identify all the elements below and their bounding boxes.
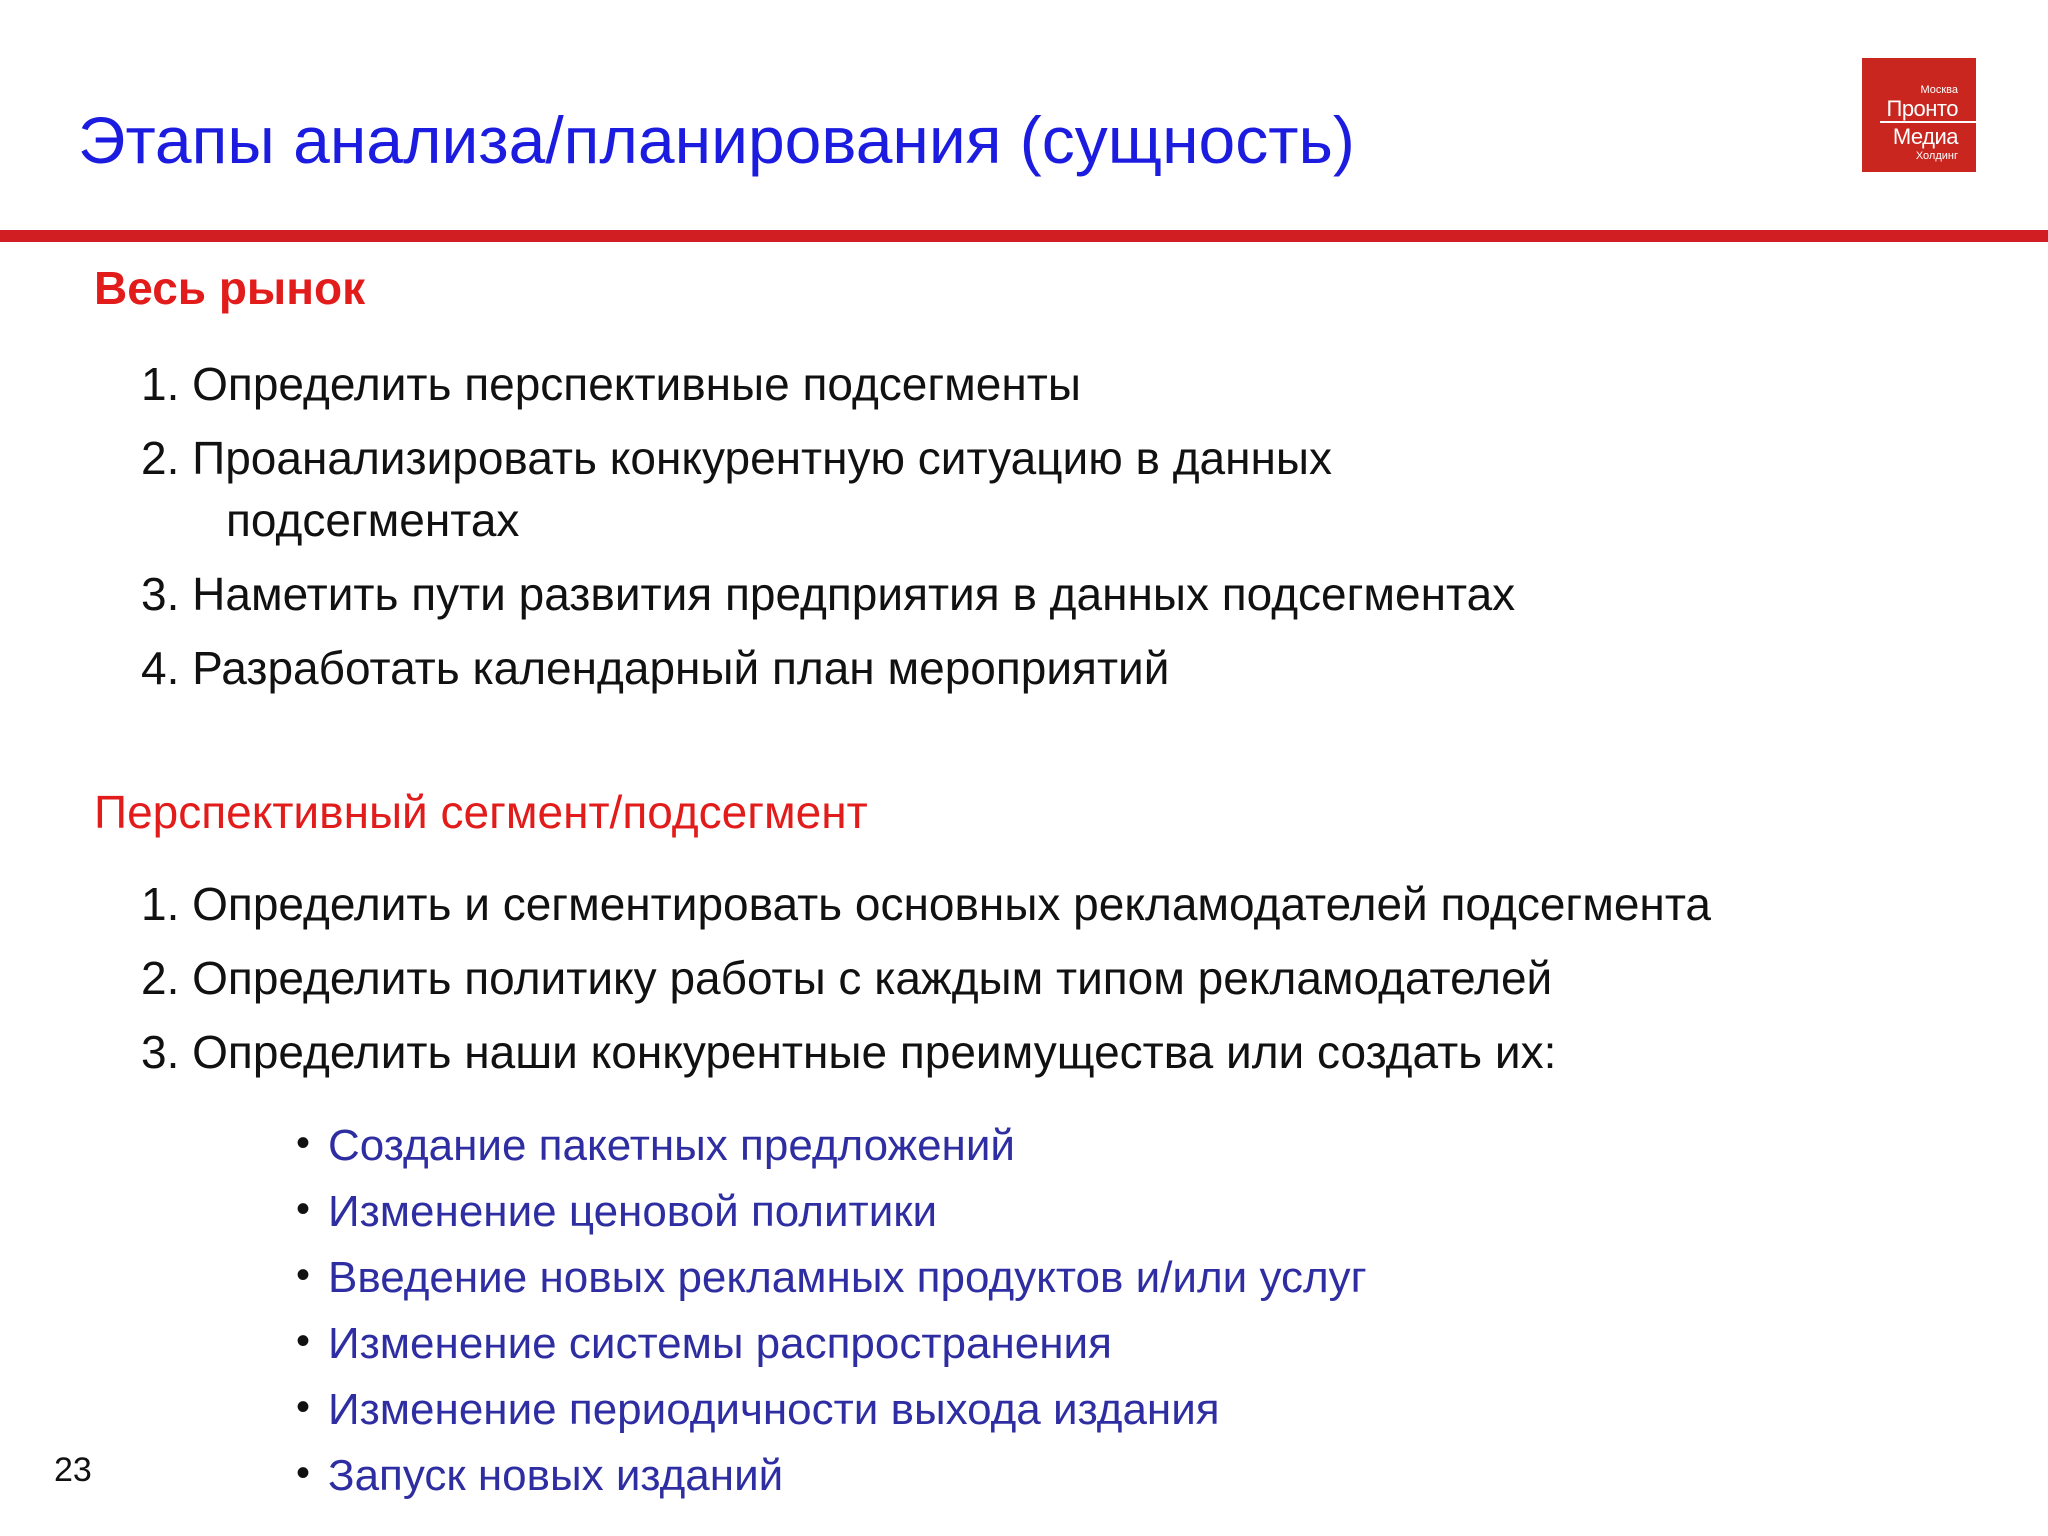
bullet-text: Изменение периодичности выхода издания: [328, 1385, 1220, 1434]
logo-word-2: Медиа: [1892, 124, 1958, 149]
bullet-dot-icon: •: [296, 1253, 311, 1297]
bullet-text: Создание пакетных предложений: [328, 1121, 1016, 1170]
list-item: 3. Определить наши конкурентные преимущества или создать их:: [141, 1026, 1557, 1078]
logo-divider: [1880, 121, 1976, 123]
bullet-text: Запуск новых изданий: [328, 1451, 784, 1500]
list-item: 3. Наметить пути развития предприятия в данных подсегментах: [141, 568, 1516, 620]
slide-title: Этапы анализа/планирования (сущность): [78, 103, 1355, 177]
bullet-dot-icon: •: [296, 1385, 311, 1429]
list-item-continuation: подсегментах: [226, 494, 520, 546]
page-number: 23: [54, 1451, 92, 1489]
bullet-dot-icon: •: [296, 1319, 311, 1363]
logo-city: Москва: [1920, 84, 1958, 96]
section-heading-perspective-segment: Перспективный сегмент/подсегмент: [94, 786, 868, 838]
list-item: 1. Определить перспективные подсегменты: [141, 358, 1081, 410]
list-item: 2. Проанализировать конкурентную ситуацию в данных: [141, 432, 1332, 484]
bullet-dot-icon: •: [296, 1121, 311, 1165]
list-item: 4. Разработать календарный план мероприятий: [141, 642, 1170, 694]
header-divider: [0, 230, 2048, 242]
bullet-text: Изменение системы распространения: [328, 1319, 1112, 1368]
bullet-text: Введение новых рекламных продуктов и/или услуг: [328, 1253, 1367, 1302]
section-heading-whole-market: Весь рынок: [94, 262, 366, 314]
logo-holding: Холдинг: [1915, 150, 1958, 162]
logo-word-1: Пронто: [1886, 96, 1958, 121]
company-logo: [1862, 58, 1976, 172]
list-item: 2. Определить политику работы с каждым типом рекламодателей: [141, 952, 1553, 1004]
bullet-text: Изменение ценовой политики: [328, 1187, 938, 1236]
bullet-dot-icon: •: [296, 1451, 311, 1495]
list-item: 1. Определить и сегментировать основных рекламодателей подсегмента: [141, 878, 1711, 930]
bullet-dot-icon: •: [296, 1187, 311, 1231]
